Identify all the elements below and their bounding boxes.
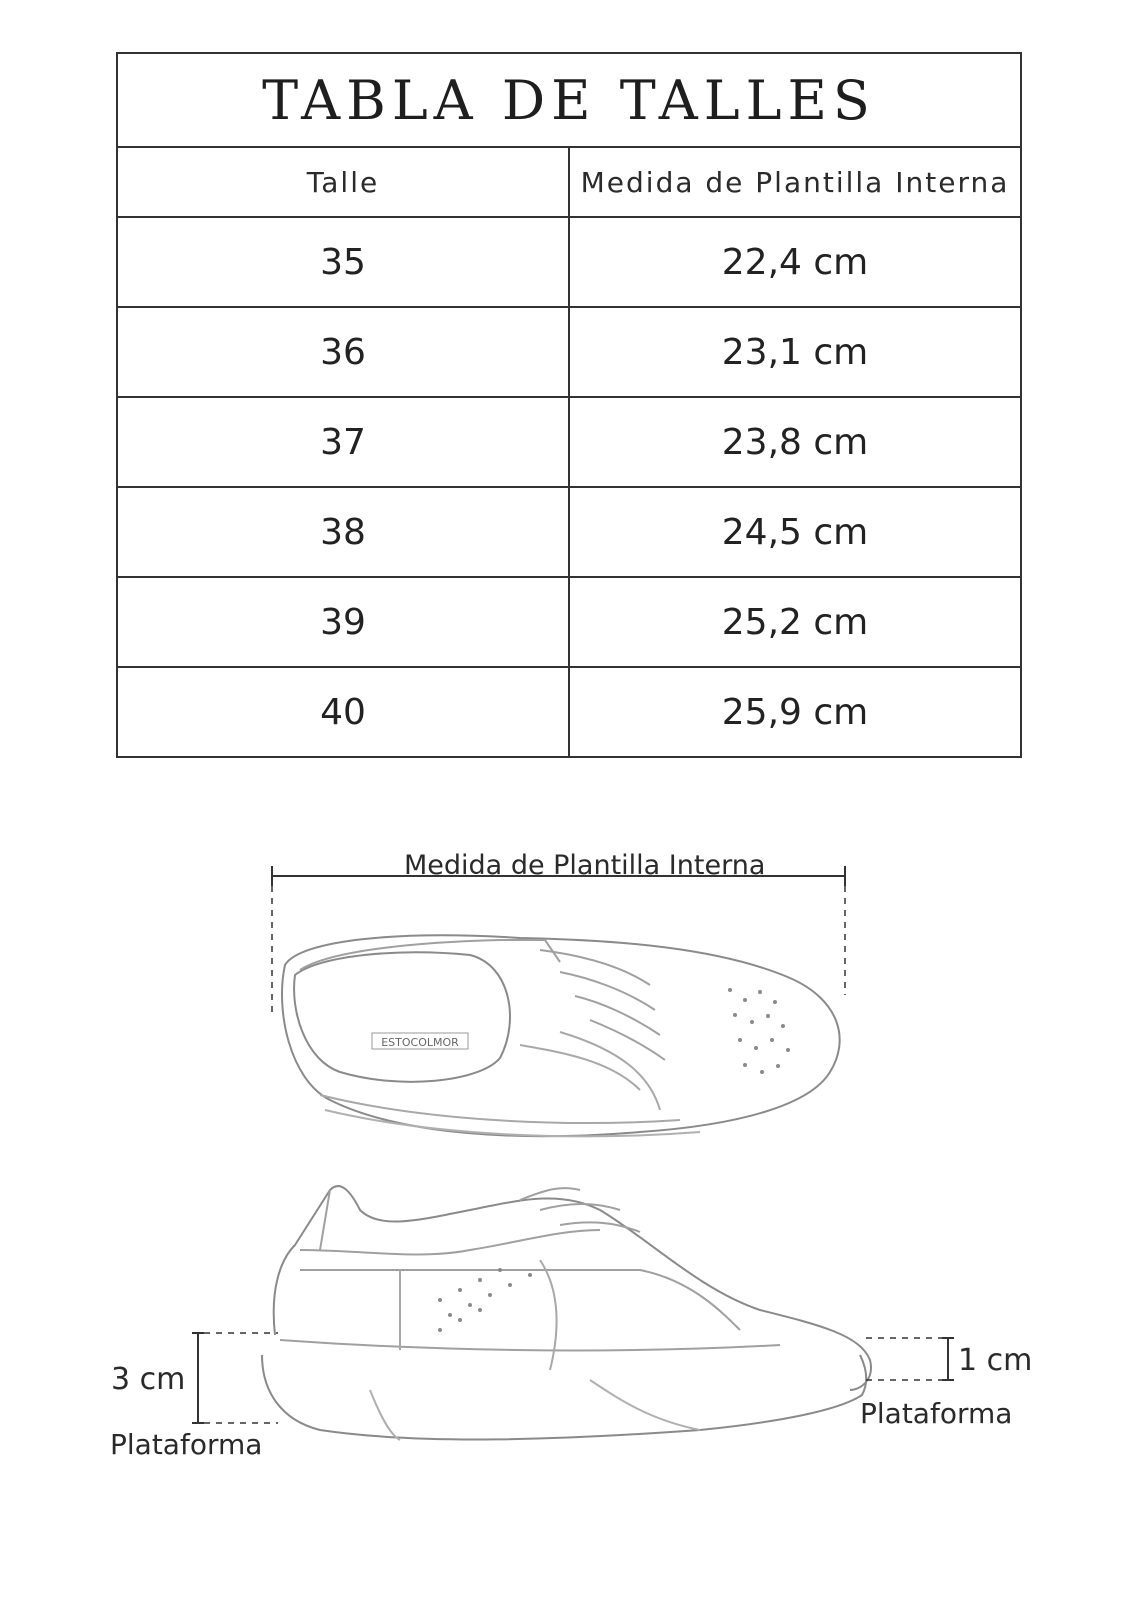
perforation-dots-top	[728, 988, 790, 1074]
measure-cell: 23,8 cm	[569, 397, 1021, 487]
table-row	[117, 397, 1021, 487]
table-row	[117, 667, 1021, 757]
measure-cell: 22,4 cm	[569, 217, 1021, 307]
heel-platform-height-label: 3 cm	[111, 1362, 186, 1397]
table-row	[117, 577, 1021, 667]
measure-cell: 25,2 cm	[569, 577, 1021, 667]
size-cell: 39	[117, 577, 569, 667]
shoe-top-view	[282, 935, 840, 1136]
toe-platform-dimension	[866, 1338, 954, 1380]
header-row	[117, 147, 1021, 217]
size-cell: 37	[117, 397, 569, 487]
insole-measure-label: Medida de Plantilla Interna	[404, 850, 766, 881]
size-cell: 35	[117, 217, 569, 307]
heel-platform-label: Plataforma	[110, 1428, 263, 1461]
size-cell: 40	[117, 667, 569, 757]
toe-platform-height-label: 1 cm	[958, 1343, 1033, 1378]
size-cell: 38	[117, 487, 569, 577]
measure-cell: 24,5 cm	[569, 487, 1021, 577]
insole-brand-text: ESTOCOLMOR	[381, 1036, 459, 1049]
header-size: Talle	[117, 147, 569, 217]
size-chart-table	[116, 52, 1022, 758]
insole-dimension-line	[272, 866, 845, 1018]
shoe-measurement-diagram	[0, 790, 1131, 1550]
table-row	[117, 487, 1021, 577]
shoe-side-view	[262, 1186, 871, 1440]
table-title: TABLA DE TALLES	[117, 53, 1021, 147]
measure-cell: 25,9 cm	[569, 667, 1021, 757]
table-row	[117, 307, 1021, 397]
title-row	[117, 53, 1021, 147]
header-measure: Medida de Plantilla Interna	[569, 147, 1021, 217]
measure-cell: 23,1 cm	[569, 307, 1021, 397]
table-row	[117, 217, 1021, 307]
perforation-dots-side	[438, 1268, 532, 1332]
size-cell: 36	[117, 307, 569, 397]
toe-platform-label: Plataforma	[860, 1397, 1013, 1430]
